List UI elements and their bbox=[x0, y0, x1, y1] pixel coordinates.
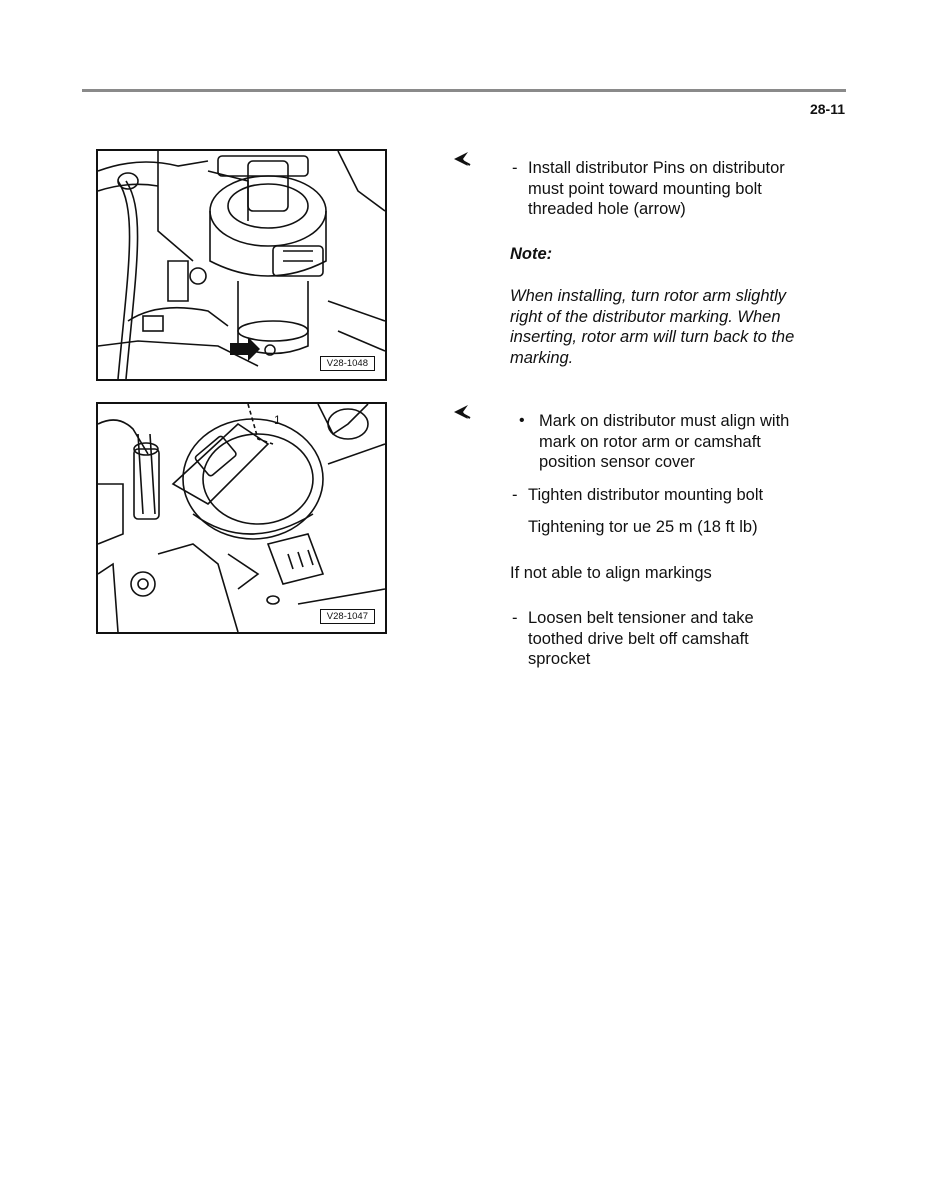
belt-step-line: Loosen belt tensioner and take bbox=[528, 609, 754, 627]
note-line: inserting, rotor arm will turn back to the bbox=[510, 328, 795, 346]
install-step-line: must point toward mounting bolt bbox=[528, 179, 762, 198]
step-dash: - bbox=[512, 159, 518, 177]
alignment-check-line: position sensor cover bbox=[539, 453, 695, 471]
svg-text:1: 1 bbox=[274, 413, 281, 427]
page-number: 28-11 bbox=[809, 101, 845, 117]
note-line: When installing, turn rotor arm slightly bbox=[510, 287, 787, 305]
figure-distributor-marking bbox=[96, 402, 387, 634]
alignment-check-line: Mark on distributor must align with bbox=[539, 412, 790, 430]
bullet-marker: • bbox=[519, 412, 525, 429]
belt-step-line: sprocket bbox=[528, 650, 591, 668]
belt-step-line: toothed drive belt off camshaft bbox=[528, 629, 749, 648]
distributor-marking-illustration bbox=[98, 404, 385, 632]
note-title: Note: bbox=[510, 245, 553, 263]
figure-pointer-icon bbox=[453, 404, 471, 420]
figure-pointer-icon bbox=[453, 151, 471, 167]
figure-label: V28-1047 bbox=[320, 609, 375, 624]
distributor-illustration bbox=[98, 151, 385, 379]
figure-distributor-install bbox=[96, 149, 387, 381]
step-dash: - bbox=[512, 486, 518, 504]
condition-text: If not able to align markings bbox=[510, 564, 712, 582]
install-step-line: Install distributor Pins on distributor bbox=[528, 159, 785, 177]
figure-label: V28-1048 bbox=[320, 356, 375, 371]
tighten-step: Tighten distributor mounting bolt bbox=[528, 486, 764, 504]
alignment-check-line: mark on rotor arm or camshaft bbox=[539, 432, 761, 451]
note-line: right of the distributor marking. When bbox=[510, 307, 781, 326]
torque-spec: Tightening tor ue 25 m (18 ft lb) bbox=[528, 518, 758, 536]
install-step bbox=[528, 158, 785, 220]
header-rule bbox=[82, 89, 846, 92]
note-text bbox=[510, 286, 794, 368]
alignment-check bbox=[539, 411, 789, 473]
belt-step bbox=[528, 608, 754, 670]
install-step-line: threaded hole (arrow) bbox=[528, 200, 686, 218]
step-dash: - bbox=[512, 609, 518, 627]
note-line: marking. bbox=[510, 348, 574, 367]
